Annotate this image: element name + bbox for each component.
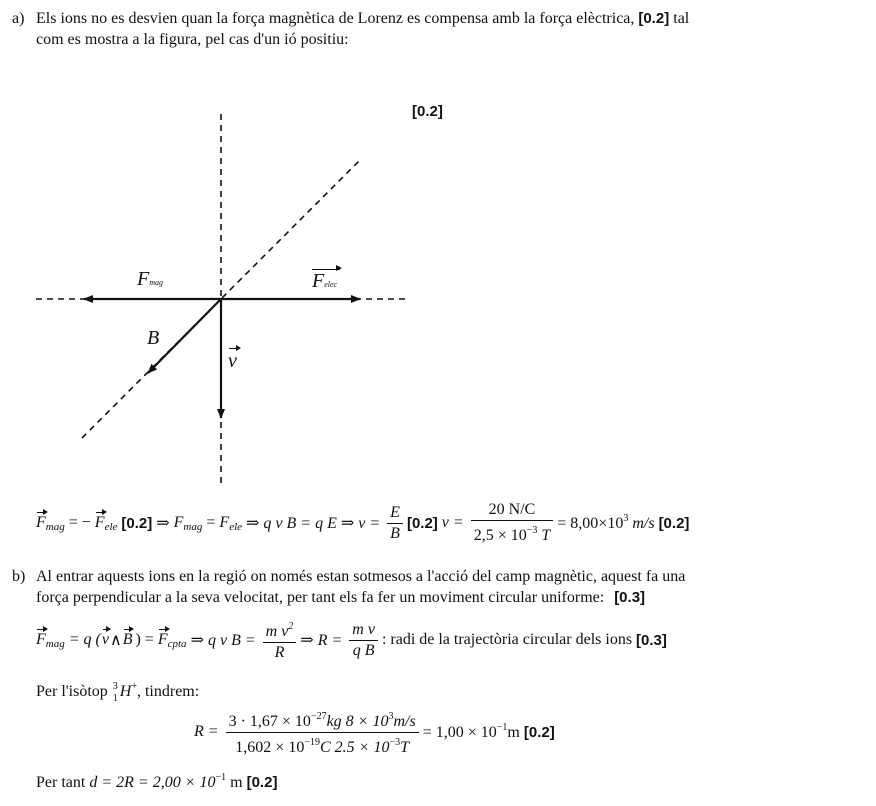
equation-b: $F_{mag}$ = q ( v ∧ B ) = $F_{cpta}$ ⇒ q v B = $\frac{m v^2}{R}$ ⇒ R = $\frac{\text{m v}}{\text{q B}}$ : radi de la trajectòria circular dels ions [0.3]: [36, 617, 671, 663]
part-a-line2: com es mostra a la figura, pel cas d'un ió positiu:: [36, 31, 349, 48]
frac-mv2-over-r: $\frac{m v^2}{R}$: [263, 618, 297, 662]
frac-radius: $\frac{3 \cdot 1,67 \times 10^{-27}kg 8 \times 10^3m/s}{1,602 \times 10^{-19}C 2.5 \times 10^{-3}T}$: [226, 708, 419, 757]
part-a-line1-text: Els ions no es desvien quan la força magnètica de Lorenz es compensa amb la força elèctrica,: [36, 10, 635, 27]
isotope-line: Per l'isòtop 3 1 H+, tindrem:: [36, 681, 200, 704]
equation-r: R = $\frac{3 \cdot 1,67 \times 10^{-27}kg 8 \times 10^3m/s}{1,602 \times 10^{-19}C 2.5 \times 10^{-3}T}$ = $1,00 \times 10^{-1}m$ [0.2]: [194, 709, 559, 755]
frac-field-ratio: $\frac{20 N/C}{2,5 \times 10^{-3} T}$: [471, 501, 554, 545]
label-felec: Felec: [312, 270, 337, 293]
frac-mv-over-qb: $\frac{\text{m v}}{\text{q B}}$: [349, 621, 378, 660]
label-v: v: [228, 350, 237, 373]
label-fmag: Fmag: [137, 268, 163, 290]
equation-a: $F_{mag}$ = − $F_{ele}$ [0.2] ⇒ $F_{mag}$ = $F_{ele}$ ⇒ q v B = q E ⇒ v = $\frac{E}{B}$ [0.2] v = $\frac{20 N/C}{2,5 \times 10^{-3} T}$ = $8,00\times 10^3$ m/s [0.2]: [36, 501, 690, 544]
part-b-line2: força perpendicular a la seva velocitat, per tant els fa fer un moviment circular uniforme: [0.3]: [36, 589, 646, 606]
part-a-mark: [0.2]: [638, 10, 670, 27]
frac-e-over-b: $\frac{E}{B}$: [387, 504, 403, 543]
part-b-line1: Al entrar aquests ions en la regió on només estan sotmesos a l'acció del camp magnètic, aquest fa una: [36, 568, 686, 585]
final-line: Per tant $d = 2R = 2,00 \times 10^{-1}$ m [0.2]: [36, 772, 278, 791]
label-b: B: [147, 327, 160, 349]
part-b-label: b): [12, 568, 26, 585]
figure-mark: [0.2]: [412, 103, 443, 120]
part-a-line1-tail: tal: [673, 10, 690, 27]
part-a-label: a): [12, 10, 25, 27]
